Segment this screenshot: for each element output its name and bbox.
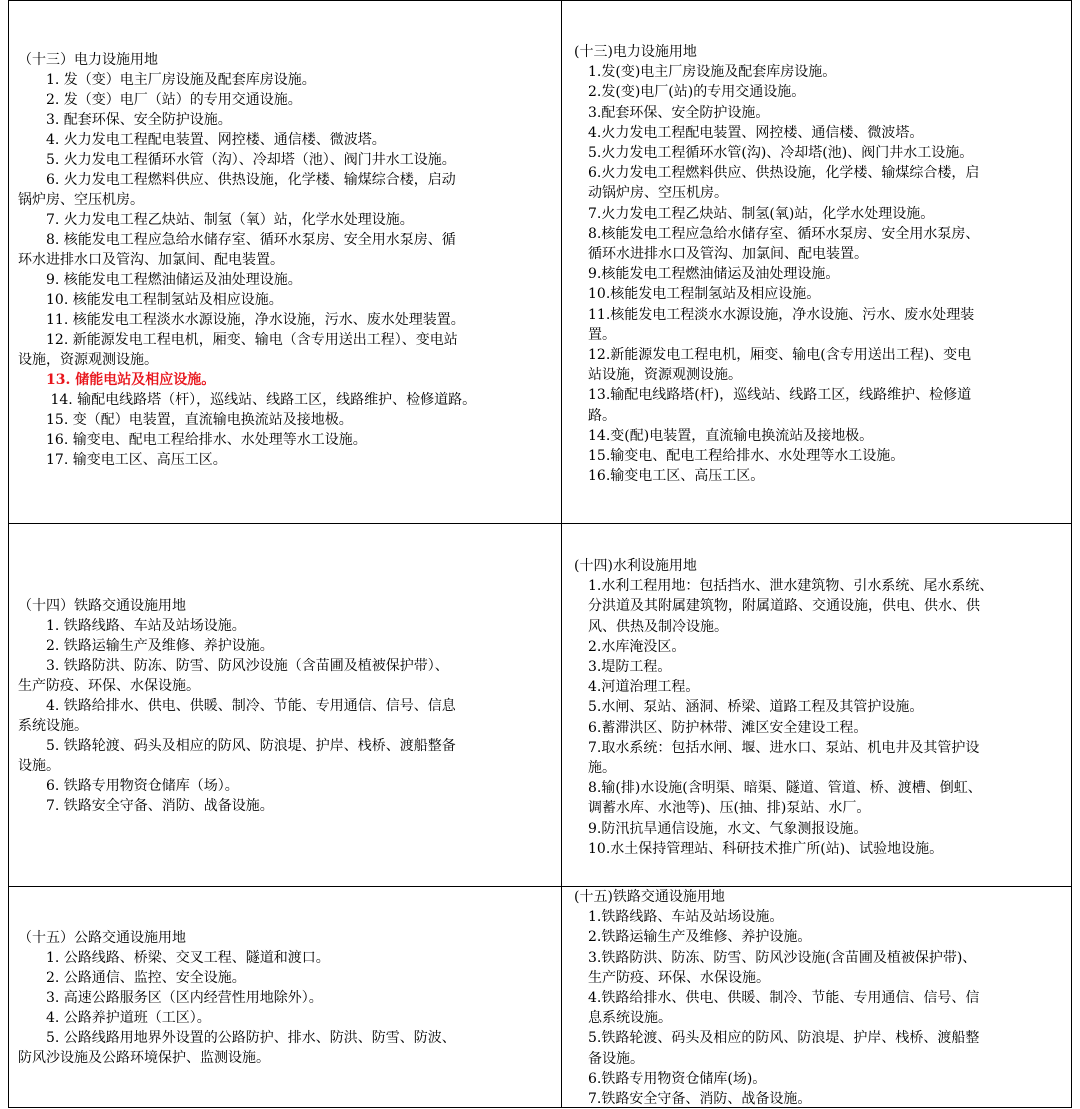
- list-item: 5.铁路轮渡、码头及相应的防风、防浪堤、护岸、栈桥、渡船整: [574, 1030, 980, 1047]
- list-item: 3. 铁路防洪、防冻、防雪、防风沙设施（含苗圃及植被保护带）、: [18, 658, 449, 674]
- list-item: 11.核能发电工程淡水水源设施，净水设施、污水、废水处理装: [574, 306, 975, 323]
- list-item: 2.铁路运输生产及维修、养护设施。: [574, 929, 812, 946]
- list-item: 8.输(排)水设施(含明渠、暗渠、隧道、管道、桥、渡槽、倒虹、: [574, 780, 982, 797]
- list-item: 5.水闸、泵站、涵洞、桥梁、道路工程及其管护设施。: [574, 699, 924, 716]
- list-item: 2. 公路通信、监控、安全设施。: [18, 970, 246, 986]
- list-item: 生产防疫、环保、水保设施。: [18, 678, 200, 694]
- list-item: 锅炉房、空压机房。: [18, 192, 144, 208]
- list-item: 置。: [574, 326, 616, 343]
- list-item: 16.输变电工区、高压工区。: [574, 468, 765, 485]
- list-item: 站设施，资源观测设施。: [574, 367, 742, 384]
- list-item: 7. 火力发电工程乙炔站、制氢（氧）站，化学水处理设施。: [18, 212, 414, 228]
- list-item: 17. 输变电工区、高压工区。: [18, 452, 227, 468]
- section-title: （十四）铁路交通设施用地: [18, 598, 186, 614]
- list-item: 2. 发（变）电厂（站）的专用交通设施。: [18, 92, 302, 108]
- list-item: 13.输配电线路塔(杆)，巡线站、线路工区，线路维护、检修道: [574, 387, 972, 404]
- list-item: 1.发(变)电主厂房设施及配套库房设施。: [574, 64, 837, 81]
- list-item: 10.水土保持管理站、科研技术推广所(站)、试验地设施。: [574, 840, 944, 857]
- list-item: 循环水进排水口及管沟、加氯间、配电装置。: [574, 246, 868, 262]
- list-item: 路。: [574, 407, 616, 424]
- list-item: 15.输变电、配电工程给排水、水处理等水工设施。: [574, 448, 905, 464]
- list-item: 环水进排水口及管沟、加氯间、配电装置。: [18, 252, 284, 268]
- list-item: 备设施。: [574, 1050, 644, 1067]
- list-item: 2. 铁路运输生产及维修、养护设施。: [18, 638, 274, 654]
- list-item: 6.铁路专用物资仓储库(场)。: [574, 1070, 767, 1087]
- list-item: 1. 铁路线路、车站及站场设施。: [18, 618, 246, 634]
- list-item: 动锅炉房、空压机房。: [574, 185, 728, 202]
- list-item: 4. 火力发电工程配电装置、网控楼、通信楼、微波塔。: [18, 132, 386, 148]
- list-item: 14. 输配电线路塔（杆），巡线站、线路工区，线路维护、检修道路。: [18, 392, 477, 408]
- list-item: 2.水库淹没区。: [574, 638, 686, 655]
- section-title: (十三)电力设施用地: [574, 44, 697, 60]
- list-item: 7.取水系统：包括水闸、堰、进水口、泵站、机电井及其管护设: [574, 739, 980, 756]
- list-item: 5. 火力发电工程循环水管（沟）、冷却塔（池）、阀门井水工设施。: [18, 152, 456, 168]
- list-item: 息系统设施。: [574, 1010, 672, 1027]
- list-item: 风、供热及制冷设施。: [574, 618, 728, 635]
- list-item: 6. 火力发电工程燃料供应、供热设施，化学楼、输煤综合楼，启动: [18, 172, 456, 188]
- list-item: 7.铁路安全守备、消防、战备设施。: [574, 1091, 812, 1107]
- list-item: 3. 配套环保、安全防护设施。: [18, 112, 232, 128]
- highlighted-item: 13. 储能电站及相应设施。: [18, 372, 216, 388]
- list-item: 3. 高速公路服务区（区内经营性用地除外）。: [18, 990, 323, 1006]
- list-item: 5. 铁路轮渡、码头及相应的防风、防浪堤、护岸、栈桥、渡船整备: [18, 738, 456, 754]
- list-item: 12.新能源发电工程电机，厢变、输电(含专用送出工程)、变电: [574, 347, 972, 363]
- section-title: （十三）电力设施用地: [18, 52, 158, 68]
- list-item: 生产防疫、环保、水保设施。: [574, 969, 770, 986]
- list-item: 1. 公路线路、桥梁、交叉工程、隧道和渡口。: [18, 950, 330, 966]
- list-item: 防风沙设施及公路环境保护、监测设施。: [18, 1050, 270, 1066]
- list-item: 4. 公路养护道班（工区）。: [18, 1010, 211, 1026]
- list-item: 9.防汛抗旱通信设施，水文、气象测报设施。: [574, 820, 868, 837]
- list-item: 施。: [574, 760, 616, 776]
- list-item: 7. 铁路安全守备、消防、战备设施。: [18, 798, 274, 814]
- list-item: 9. 核能发电工程燃油储运及油处理设施。: [18, 272, 302, 288]
- list-item: 系统设施。: [18, 718, 88, 734]
- list-item: 4.火力发电工程配电装置、网控楼、通信楼、微波塔。: [574, 124, 924, 141]
- list-item: 设施。: [18, 758, 60, 774]
- list-item: 1.水利工程用地：包括挡水、泄水建筑物、引水系统、尾水系统、: [574, 578, 994, 595]
- list-item: 12. 新能源发电工程电机，厢变、输电（含专用送出工程）、变电站: [18, 332, 458, 348]
- list-item: 3.配套环保、安全防护设施。: [574, 104, 770, 121]
- list-item: 4. 铁路给排水、供电、供暖、制冷、节能、专用通信、信号、信息: [18, 698, 456, 714]
- list-item: 1.铁路线路、车站及站场设施。: [574, 909, 784, 926]
- list-item: 6.蓄滞洪区、防护林带、滩区安全建设工程。: [574, 719, 868, 736]
- list-item: 8.核能发电工程应急给水储存室、循环水泵房、安全用水泵房、: [574, 225, 980, 242]
- list-item: 14.变(配)电装置，直流输电换流站及接地极。: [574, 427, 874, 444]
- list-item: 6.火力发电工程燃料供应、供热设施，化学楼、输煤综合楼，启: [574, 165, 980, 182]
- list-item: 设施，资源观测设施。: [18, 352, 158, 368]
- list-item: 5. 公路线路用地界外设置的公路防护、排水、防洪、防雪、防波、: [18, 1030, 456, 1046]
- section-title: (十五)铁路交通设施用地: [574, 889, 725, 905]
- list-item: 2.发(变)电厂(站)的专用交通设施。: [574, 84, 806, 101]
- list-item: 10.核能发电工程制氢站及相应设施。: [574, 286, 821, 303]
- list-item: 3.堤防工程。: [574, 659, 672, 675]
- list-item: 10. 核能发电工程制氢站及相应设施。: [18, 292, 283, 308]
- list-item: 4.河道治理工程。: [574, 679, 700, 696]
- section-title: （十五）公路交通设施用地: [18, 930, 186, 946]
- list-item: 16. 输变电、配电工程给排水、水处理等水工设施。: [18, 432, 367, 448]
- list-item: 1. 发（变）电主厂房设施及配套库房设施。: [18, 72, 316, 88]
- list-item: 4.铁路给排水、供电、供暖、制冷、节能、专用通信、信号、信: [574, 990, 980, 1006]
- list-item: 11. 核能发电工程淡水水源设施，净水设施，污水、废水处理装置。: [18, 312, 465, 328]
- list-item: 7.火力发电工程乙炔站、制氢(氧)站，化学水处理设施。: [574, 205, 935, 222]
- list-item: 分洪道及其附属建筑物，附属道路、交通设施，供电、供水、供: [574, 598, 980, 615]
- list-item: 8. 核能发电工程应急给水储存室、循环水泵房、安全用水泵房、循: [18, 232, 456, 248]
- list-item: 6. 铁路专用物资仓储库（场）。: [18, 778, 239, 794]
- list-item: 9.核能发电工程燃油储运及油处理设施。: [574, 266, 840, 283]
- section-title: (十四)水利设施用地: [574, 558, 697, 574]
- list-item: 调蓄水库、水池等)、压(抽、排)泵站、水厂。: [574, 800, 871, 817]
- list-item: 15. 变（配）电装置，直流输电换流站及接地极。: [18, 412, 353, 428]
- list-item: 5.火力发电工程循环水管(沟)、冷却塔(池)、阀门井水工设施。: [574, 145, 974, 161]
- list-item: 3.铁路防洪、防冻、防雪、防风沙设施(含苗圃及植被保护带)、: [574, 949, 977, 966]
